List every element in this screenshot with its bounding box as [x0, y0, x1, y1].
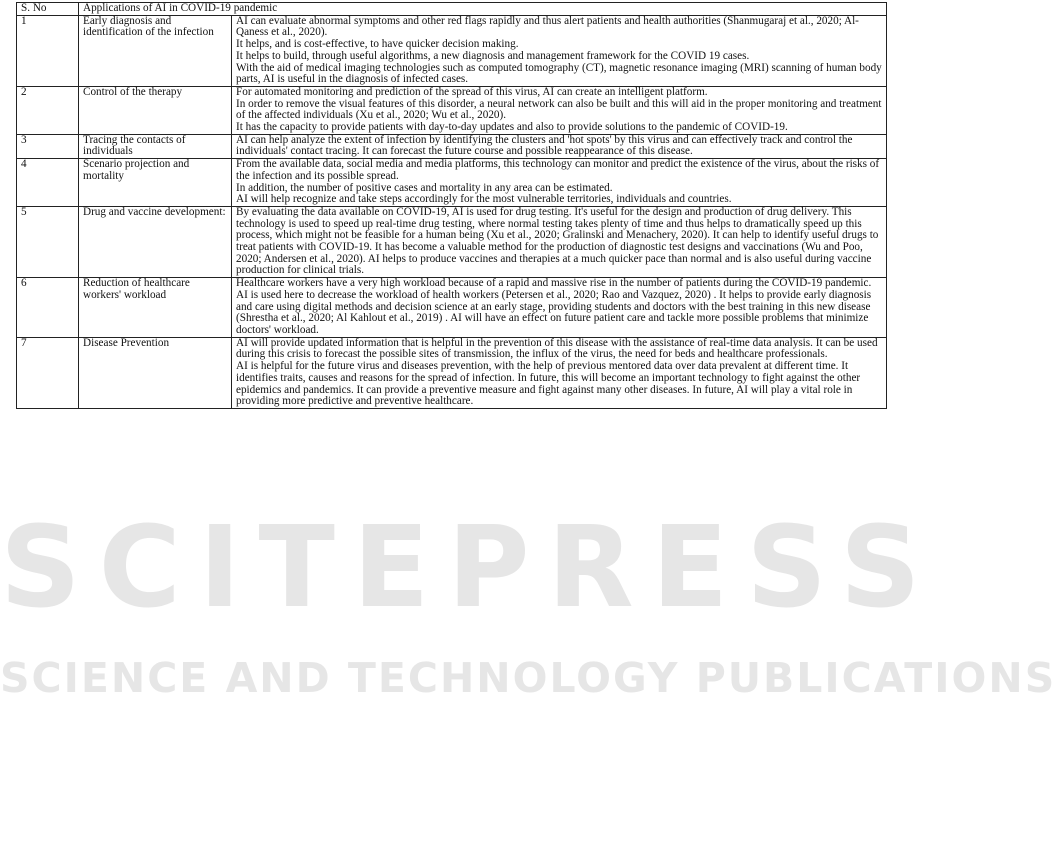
application-area: Reduction of healthcare workers' workload	[79, 278, 232, 338]
table-row	[17, 278, 887, 338]
application-area: Scenario projection and mortality	[79, 159, 232, 207]
description-paragraph: From the available data, social media and media platforms, this technology can monitor and predict the existence of the virus, about the risks of the infection and its possible spread.	[236, 158, 880, 182]
description-paragraph: It helps, and is cost-effective, to have quicker decision making.	[236, 38, 519, 51]
application-area: Early diagnosis and identification of the infection	[79, 15, 232, 86]
application-area: Control of the therapy	[79, 86, 232, 134]
application-description	[232, 86, 887, 134]
application-description	[232, 159, 887, 207]
description-paragraph: AI will provide updated information that is helpful in the prevention of this disease with the assistance of real-time data analysis. It can be used during this crisis to forecast the possible sites of transmission, the influx of the virus, the need for beds and healthcare professionals.	[236, 336, 878, 361]
header-sno: S. No	[17, 3, 79, 16]
application-description	[232, 337, 887, 408]
description-paragraph: With the aid of medical imaging technologies such as computed tomography (CT), magnetic resonance imaging (MRI) scanning of human body parts, AI is useful in the diagnosis of infected cases.	[236, 61, 882, 86]
description-paragraph: AI is helpful for the future virus and diseases prevention, with the help of previous mentored data over data prevalent at different time. It identifies traits, causes and reasons for the spread of infection. In future, this will become an important technology to fight against the other epidemics and pandemics. It can provide a preventive measure and fight against many other diseases. In future, AI will play a vital role in providing more predictive and preventive healthcare.	[236, 360, 861, 408]
row-number: 1	[17, 15, 79, 86]
row-number: 6	[17, 278, 79, 338]
row-number: 2	[17, 86, 79, 134]
application-area: Disease Prevention	[79, 337, 232, 408]
watermark-subtitle-text: SCIENCE AND TECHNOLOGY PUBLICATIONS	[0, 654, 1056, 702]
description-paragraph: AI can help analyze the extent of infection by identifying the clusters and 'hot spots' by this virus and can effectively track and control the individuals' contact tracing. It can forecast the future course and possible reappearance of this disease.	[236, 133, 853, 158]
description-paragraph: AI can evaluate abnormal symptoms and other red flags rapidly and thus alert patients and health authorities (Shanmugaraj et al., 2020; Al-Qaness et al., 2020).	[236, 14, 859, 39]
application-area: Tracing the contacts of individuals	[79, 134, 232, 158]
table-row	[17, 337, 887, 408]
row-number: 5	[17, 206, 79, 277]
application-area: Drug and vaccine development:	[79, 206, 232, 277]
table-row	[17, 159, 887, 207]
row-number: 3	[17, 134, 79, 158]
description-paragraph: AI will help recognize and take steps accordingly for the most vulnerable territories, individuals and countries.	[236, 193, 732, 206]
row-number: 4	[17, 159, 79, 207]
description-paragraph: Healthcare workers have a very high workload because of a rapid and massive rise in the number of patients during the COVID-19 pandemic. AI is used here to decrease the workload of health workers (Petersen et al., 2020; Rao and Vazquez, 2020) . It helps to provide early diagnosis and care using digital methods and decision science at an early stage, providing students and doctors with the best training in this new disease (Shrestha et al., 2020; Al Kahlout et al., 2019) . AI will have an effect on future patient care and tackle more possible problems that minimize doctors' workload.	[236, 277, 872, 336]
description-paragraph: It has the capacity to provide patients with day-to-day updates and also to provide solutions to the pandemic of COVID-19.	[236, 121, 788, 134]
application-description	[232, 134, 887, 158]
description-paragraph: By evaluating the data available on COVID-19, AI is used for drug testing. It's useful for the design and production of drug delivery. This technology is used to speed up real-time drug testing, where normal testing takes plenty of time and thus helps to dramatically speed up this process, which might not be feasible for a human being (Xu et al., 2020; Gralinski and Menachery, 2020). It can help to identify useful drugs to treat patients with COVID-19. It has become a valuable method for the production of diagnostic test designs and vaccinations (Wu and Poo, 2020; Andersen et al., 2020). AI helps to produce vaccines and therapies at a much quicker pace than normal and is also useful during vaccine production for clinical trials.	[236, 205, 879, 277]
table-header-row	[17, 3, 887, 16]
application-description	[232, 206, 887, 277]
table-row	[17, 134, 887, 158]
table-row	[17, 86, 887, 134]
watermark-logo-text: SCITEPRESS	[0, 503, 939, 633]
description-paragraph: In addition, the number of positive cases and mortality in any area can be estimated.	[236, 181, 613, 194]
table-row	[17, 206, 887, 277]
header-applications: Applications of AI in COVID-19 pandemic	[79, 3, 887, 16]
description-paragraph: In order to remove the visual features of this disorder, a neural network can also be built and this will aid in the proper monitoring and treatment of the affected individuals (Xu et al., 2020; Wu et al., 2020).	[236, 97, 882, 122]
row-number: 7	[17, 337, 79, 408]
application-description	[232, 278, 887, 338]
table-row	[17, 15, 887, 86]
application-description	[232, 15, 887, 86]
ai-applications-table	[16, 2, 887, 409]
description-paragraph: For automated monitoring and prediction of the spread of this virus, AI can create an intelligent platform.	[236, 85, 708, 98]
description-paragraph: It helps to build, through useful algorithms, a new diagnosis and management framework for the COVID 19 cases.	[236, 49, 750, 62]
